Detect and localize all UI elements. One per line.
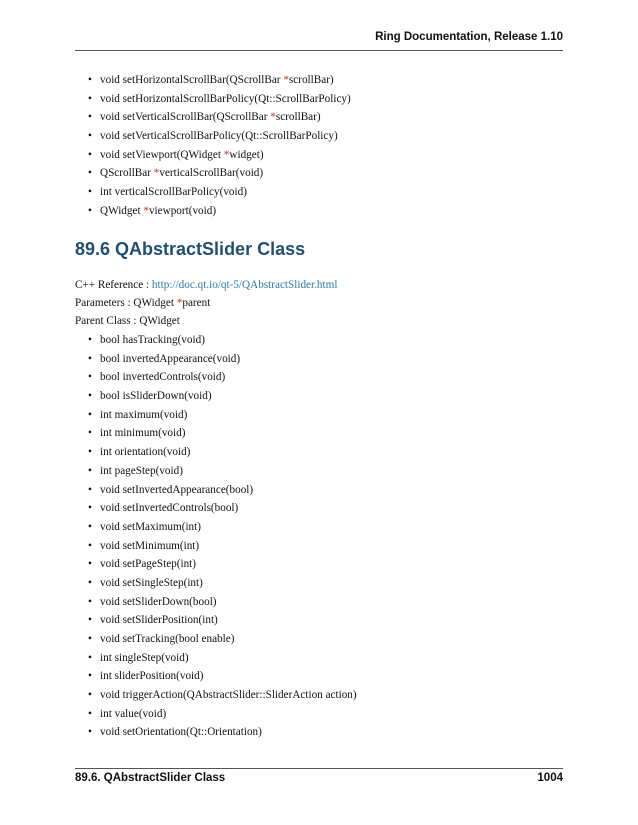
list-item: • QScrollBar *verticalScrollBar(void) bbox=[88, 164, 351, 183]
bullet-icon: • bbox=[88, 427, 92, 440]
list-item: • int sliderPosition(void) bbox=[88, 667, 357, 686]
list-item: • int pageStep(void) bbox=[88, 462, 357, 481]
header-rule bbox=[75, 50, 563, 51]
bullet-icon: • bbox=[88, 651, 92, 664]
bullet-icon: • bbox=[88, 371, 92, 384]
list-item: • void setVerticalScrollBar(QScrollBar *scrollBar) bbox=[88, 108, 351, 127]
bullet-icon: • bbox=[88, 334, 92, 346]
list-item: • int verticalScrollBarPolicy(void) bbox=[88, 183, 351, 202]
list-item: • void setMaximum(int) bbox=[88, 518, 357, 537]
list-item: • void setSingleStep(int) bbox=[88, 574, 357, 593]
footer-section: 89.6. QAbstractSlider Class bbox=[75, 772, 226, 784]
list-item: • int singleStep(void) bbox=[88, 649, 357, 668]
cpp-reference-link[interactable]: http://doc.qt.io/qt-5/QAbstractSlider.html bbox=[151, 279, 338, 291]
bullet-icon: • bbox=[88, 130, 92, 143]
list-item: • void setPageStep(int) bbox=[88, 555, 357, 574]
bullet-icon: • bbox=[88, 670, 92, 683]
running-header: Ring Documentation, Release 1.10 bbox=[375, 31, 563, 43]
list-item: • QWidget *viewport(void) bbox=[88, 202, 351, 221]
list-item: • void setViewport(QWidget *widget) bbox=[88, 146, 351, 165]
bullet-icon: • bbox=[88, 689, 92, 702]
section-title: 89.6 QAbstractSlider Class bbox=[75, 239, 306, 259]
list-item: • int orientation(void) bbox=[88, 443, 357, 462]
list-item: • void setSliderPosition(int) bbox=[88, 611, 357, 630]
bullet-icon: • bbox=[88, 633, 92, 645]
bullet-icon: • bbox=[88, 614, 92, 627]
bullet-icon: • bbox=[88, 408, 92, 421]
bullet-icon: • bbox=[88, 576, 92, 589]
list-item: • int value(void) bbox=[88, 705, 357, 724]
bullet-icon: • bbox=[88, 726, 92, 739]
running-footer bbox=[75, 772, 563, 784]
list-item: • bool isSliderDown(void) bbox=[88, 387, 357, 406]
list-item: • void setHorizontalScrollBar(QScrollBar *scrollBar) bbox=[88, 71, 351, 90]
bullet-icon: • bbox=[88, 502, 92, 515]
bullet-icon: • bbox=[88, 111, 92, 124]
bullet-icon: • bbox=[88, 74, 92, 86]
bullet-icon: • bbox=[88, 167, 92, 180]
bullet-icon: • bbox=[88, 390, 92, 403]
list-item: • void setOrientation(Qt::Orientation) bbox=[88, 723, 357, 742]
bullet-icon: • bbox=[88, 707, 92, 720]
parent-class-line: Parent Class : QWidget bbox=[75, 315, 180, 327]
cpp-reference-line: C++ Reference : http://doc.qt.io/qt-5/QAbstractSlider.html bbox=[75, 279, 338, 291]
footer-rule bbox=[75, 768, 563, 769]
bullet-icon: • bbox=[88, 483, 92, 496]
bullet-icon: • bbox=[88, 148, 92, 161]
bullet-icon: • bbox=[88, 595, 92, 608]
bullet-icon: • bbox=[88, 186, 92, 199]
bullet-icon: • bbox=[88, 446, 92, 459]
list-item: • void setVerticalScrollBarPolicy(Qt::ScrollBarPolicy) bbox=[88, 127, 351, 146]
parameters-line: Parameters : QWidget *parent bbox=[75, 297, 211, 309]
list-item: • bool invertedControls(void) bbox=[88, 368, 357, 387]
bullet-icon: • bbox=[88, 558, 92, 571]
bullet-icon: • bbox=[88, 539, 92, 552]
qabstractslider-method-list bbox=[88, 331, 357, 742]
scrollarea-method-list bbox=[88, 71, 351, 221]
list-item: • void setHorizontalScrollBarPolicy(Qt::ScrollBarPolicy) bbox=[88, 90, 351, 109]
list-item: • int maximum(void) bbox=[88, 406, 357, 425]
list-item: • int minimum(void) bbox=[88, 424, 357, 443]
list-item: • void setMinimum(int) bbox=[88, 537, 357, 556]
bullet-icon: • bbox=[88, 464, 92, 477]
list-item: • void triggerAction(QAbstractSlider::SliderAction action) bbox=[88, 686, 357, 705]
list-item: • void setTracking(bool enable) bbox=[88, 630, 357, 649]
page-number: 1004 bbox=[537, 772, 563, 784]
list-item: • bool hasTracking(void) bbox=[88, 331, 357, 350]
list-item: • void setInvertedControls(bool) bbox=[88, 499, 357, 518]
list-item: • void setSliderDown(bool) bbox=[88, 593, 357, 612]
bullet-icon: • bbox=[88, 92, 92, 105]
bullet-icon: • bbox=[88, 520, 92, 533]
bullet-icon: • bbox=[88, 204, 92, 217]
bullet-icon: • bbox=[88, 352, 92, 365]
list-item: • bool invertedAppearance(void) bbox=[88, 350, 357, 369]
list-item: • void setInvertedAppearance(bool) bbox=[88, 481, 357, 500]
